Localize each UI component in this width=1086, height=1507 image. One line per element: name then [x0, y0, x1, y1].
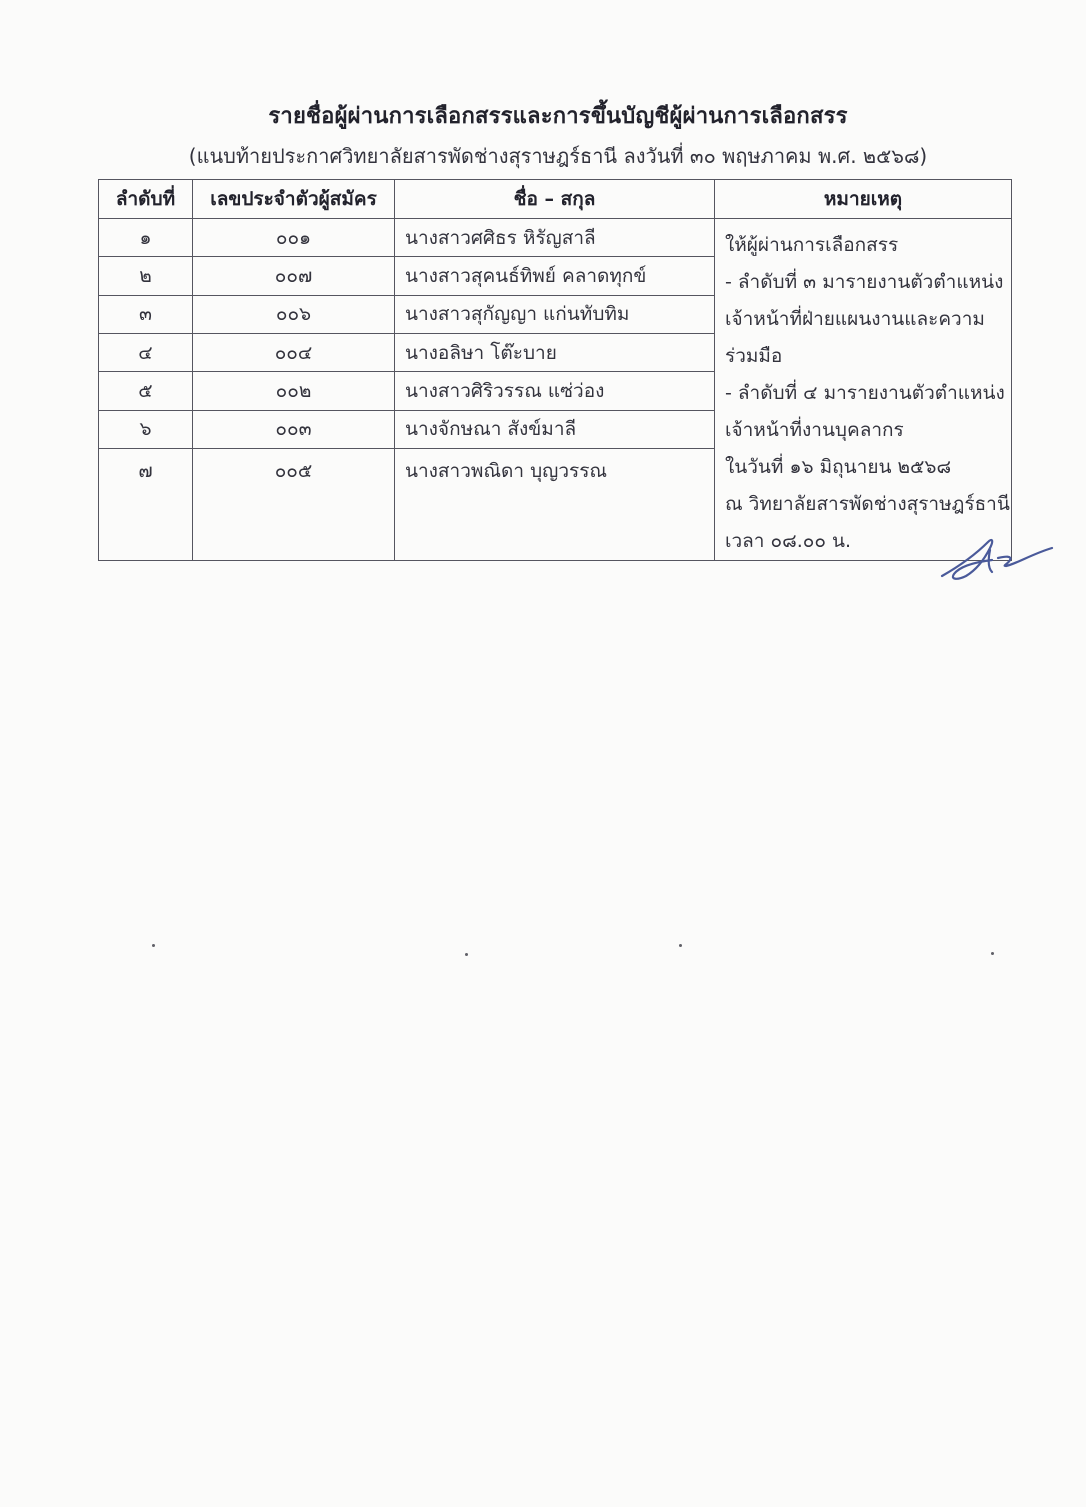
cell-applicant-id: ๐๐๖	[193, 295, 395, 333]
remark-line: ให้ผู้ผ่านการเลือกสรร	[725, 234, 899, 256]
cell-applicant-id: ๐๐๗	[193, 257, 395, 295]
scan-speck	[679, 944, 682, 947]
column-header-name: ชื่อ – สกุล	[395, 180, 715, 219]
remark-line: เวลา ๐๘.๐๐ น.	[725, 530, 852, 552]
cell-name: นางสาวพณิดา บุญวรรณ	[395, 449, 715, 561]
table-row	[99, 219, 1012, 257]
cell-applicant-id: ๐๐๒	[193, 372, 395, 410]
cell-name: นางจักษณา สังข์มาลี	[395, 410, 715, 448]
table-header-row	[99, 180, 1012, 219]
scan-speck	[991, 952, 994, 955]
scan-speck	[152, 944, 155, 947]
results-table	[98, 179, 1012, 561]
cell-order: ๔	[99, 334, 193, 372]
cell-order: ๒	[99, 257, 193, 295]
cell-applicant-id: ๐๐๔	[193, 334, 395, 372]
cell-name: นางอลิษา โต๊ะบาย	[395, 334, 715, 372]
column-header-order: ลำดับที่	[99, 180, 193, 219]
remark-line: เจ้าหน้าที่ฝ่ายแผนงานและความ	[725, 308, 985, 330]
cell-order: ๖	[99, 410, 193, 448]
page-title: รายชื่อผู้ผ่านการเลือกสรรและการขึ้นบัญชีผู้ผ่านการเลือกสรร	[268, 104, 848, 129]
page-subtitle: (แนบท้ายประกาศวิทยาลัยสารพัดช่างสุราษฎร์ธานี ลงวันที่ ๓๐ พฤษภาคม พ.ศ. ๒๕๖๘)	[188, 144, 928, 168]
scan-speck	[465, 953, 468, 956]
cell-applicant-id: ๐๐๑	[193, 219, 395, 257]
cell-applicant-id: ๐๐๕	[193, 449, 395, 561]
cell-order: ๑	[99, 219, 193, 257]
signature-icon	[936, 528, 1056, 590]
cell-applicant-id: ๐๐๓	[193, 410, 395, 448]
remark-line: - ลำดับที่ ๔ มารายงานตัวตำแหน่ง	[725, 382, 1005, 404]
cell-name: นางสาวสุคนธ์ทิพย์ คลาดทุกข์	[395, 257, 715, 295]
cell-name: นางสาวศศิธร หิรัญสาลี	[395, 219, 715, 257]
remark-line: ในวันที่ ๑๖ มิถุนายน ๒๕๖๘	[725, 456, 952, 478]
cell-remark	[715, 219, 1012, 561]
cell-order: ๕	[99, 372, 193, 410]
remark-line: เจ้าหน้าที่งานบุคลากร	[725, 419, 904, 441]
remark-line: ร่วมมือ	[725, 345, 783, 367]
column-header-applicant-id: เลขประจำตัวผู้สมัคร	[193, 180, 395, 219]
cell-name: นางสาวศิริวรรณ แซ่ว่อง	[395, 372, 715, 410]
cell-order: ๓	[99, 295, 193, 333]
cell-order: ๗	[99, 449, 193, 561]
remark-line: ณ วิทยาลัยสารพัดช่างสุราษฎร์ธานี	[725, 493, 1010, 515]
cell-name: นางสาวสุกัญญา แก่นทับทิม	[395, 295, 715, 333]
remark-line: - ลำดับที่ ๓ มารายงานตัวตำแหน่ง	[725, 271, 1004, 293]
column-header-remark: หมายเหตุ	[715, 180, 1012, 219]
